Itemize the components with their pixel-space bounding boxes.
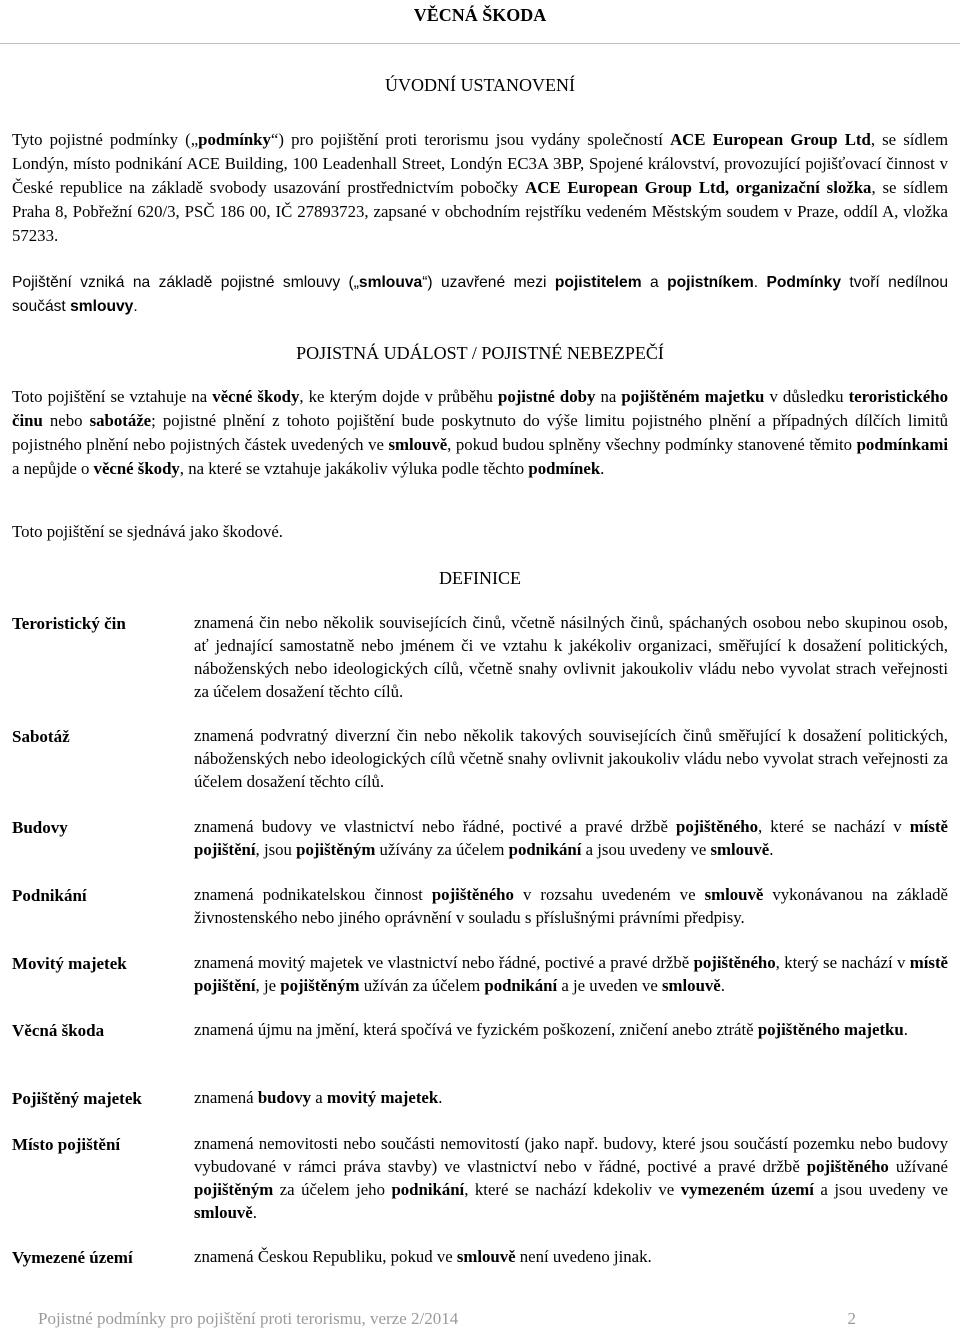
text-run: . bbox=[903, 1020, 908, 1039]
bold-term: smlouva bbox=[358, 274, 423, 291]
bold-term: pojištěném majetku bbox=[621, 387, 765, 406]
text-run: , které se nachází v bbox=[758, 817, 910, 836]
bold-term: místě pojištění bbox=[194, 953, 948, 995]
definition-term: Pojištěný majetek bbox=[12, 1089, 142, 1108]
event-paragraph-2: Toto pojištění se sjednává jako škodové. bbox=[12, 522, 284, 541]
text-run: v rozsahu uvedeném ve bbox=[513, 885, 705, 904]
bold-term: ACE European Group Ltd, organizační složka bbox=[525, 178, 872, 197]
text-run: , pokud budou splněny všechny podmínky stanovené těmito bbox=[447, 435, 857, 454]
text-run: , které se nachází kdekoliv ve bbox=[464, 1180, 681, 1199]
bold-term: budovy bbox=[257, 1088, 311, 1107]
text-run: na bbox=[595, 387, 622, 406]
definition-term: Místo pojištění bbox=[12, 1135, 121, 1154]
text-run: “) pro pojištění proti terorismu jsou vydány společností bbox=[270, 130, 671, 149]
text-run: užíván za účelem bbox=[359, 976, 485, 995]
definition-term: Teroristický čin bbox=[12, 614, 126, 633]
definition-text bbox=[194, 1132, 948, 1224]
bold-term: smlouvy bbox=[70, 298, 134, 315]
bold-term: smlouvě bbox=[710, 840, 770, 859]
text-run: , se sídlem Londýn, místo podnikání ACE Building, 100 Leadenhall Street, Londýn EC3A 3BP, Spojené království, provozující pojišťovací činnost v České republice na základě svobody usazování prostřednictvím pobočky bbox=[12, 130, 949, 197]
text-run: , který se nachází v bbox=[775, 953, 910, 972]
bold-term: teroristického činu bbox=[12, 387, 948, 430]
bold-term: podmínkami bbox=[856, 435, 948, 454]
bold-term: podnikání bbox=[484, 976, 558, 995]
text-run: užívané bbox=[888, 1157, 948, 1176]
definition-text bbox=[194, 724, 948, 793]
text-run: Tyto pojistné podmínky („ bbox=[12, 130, 199, 149]
event-paragraph-1 bbox=[12, 385, 948, 481]
bold-term: pojištěným bbox=[296, 840, 376, 859]
intro-paragraph-2 bbox=[12, 271, 948, 319]
section-heading-definitions: DEFINICE bbox=[439, 568, 521, 588]
text-run: znamená újmu na jmění, která spočívá ve fyzickém poškození, zničení anebo ztrátě bbox=[194, 1020, 758, 1039]
bold-term: smlouvě bbox=[704, 885, 764, 904]
intro-paragraph-1 bbox=[12, 128, 948, 248]
text-run: , ke kterým dojde v průběhu bbox=[299, 387, 498, 406]
text-run: Pojištění vzniká na základě pojistné smlouvy („ bbox=[12, 274, 359, 291]
bold-term: podnikání bbox=[508, 840, 582, 859]
definition-text bbox=[194, 883, 948, 929]
definition-term: Sabotáž bbox=[12, 727, 70, 746]
text-run: nebo bbox=[42, 411, 90, 430]
text-run: znamená čin nebo několik souvisejících činů, včetně násilných činů, spáchaných osobou nebo skupinou osob, ať jednající samostatně nebo jménem či ve vztahu k jakékoliv organizaci, směřující k dosažení politických, náboženských nebo ideologických cílů, včetně snahy ovlivnit jakoukoliv vládu nebo vyvolat strach veřejnosti za účelem dosažení těchto cílů. bbox=[194, 613, 948, 701]
text-run: . bbox=[438, 1088, 443, 1107]
page-number: 2 bbox=[847, 1309, 856, 1328]
definition-text bbox=[194, 611, 948, 703]
text-run: znamená podvratný diverzní čin nebo několik takových souvisejících činů směřující k dosažení politických, náboženských nebo ideologických cílů včetně snahy ovlivnit jakoukoliv vládu nebo vyvolat strach veřejnosti za účelem dosažení těchto cílů. bbox=[194, 726, 948, 791]
definition-term: Vymezené území bbox=[12, 1248, 133, 1267]
text-run: vykonávanou na základě živnostenského nebo jiného oprávnění v souladu s příslušnými právními předpisy. bbox=[194, 885, 949, 927]
text-run: . bbox=[753, 274, 767, 291]
bold-term: podnikání bbox=[391, 1180, 465, 1199]
bold-term: Podmínky bbox=[766, 274, 842, 291]
bold-term: pojistníkem bbox=[667, 274, 754, 291]
definition-text bbox=[194, 1086, 948, 1109]
page-footer bbox=[38, 1308, 856, 1330]
text-run: v důsledku bbox=[764, 387, 849, 406]
text-run: znamená Českou Republiku, pokud ve bbox=[194, 1247, 457, 1266]
bold-term: věcné škody bbox=[212, 387, 300, 406]
bold-term: pojistné doby bbox=[498, 387, 596, 406]
bold-term: movitý majetek bbox=[326, 1088, 439, 1107]
text-run: , je bbox=[255, 976, 281, 995]
bold-term: ACE European Group Ltd bbox=[670, 130, 871, 149]
header-divider bbox=[0, 43, 960, 44]
bold-term: pojištěného bbox=[806, 1157, 889, 1176]
bold-term: podmínek bbox=[528, 459, 601, 478]
text-run: a bbox=[641, 274, 668, 291]
text-run: , se sídlem Praha 8, Pobřežní 620/3, PSČ 186 00, IČ 27893723, zapsané v obchodním rejstříku vedeném Městským soudem v Praze, oddíl A, vložka 57233. bbox=[12, 178, 948, 245]
bold-term: smlouvě bbox=[388, 435, 448, 454]
text-run: znamená movitý majetek ve vlastnictví nebo řádné, poctivé a pravé držbě bbox=[194, 953, 694, 972]
text-run: a bbox=[311, 1088, 327, 1107]
text-run: a je uveden ve bbox=[557, 976, 662, 995]
definition-term: Podnikání bbox=[12, 886, 87, 905]
text-run: znamená budovy ve vlastnictví nebo řádné, poctivé a pravé držbě bbox=[194, 817, 676, 836]
bold-term: pojištěného bbox=[431, 885, 514, 904]
text-run: znamená podnikatelskou činnost bbox=[194, 885, 432, 904]
text-run: . bbox=[769, 840, 774, 859]
text-run: za účelem jeho bbox=[273, 1180, 392, 1199]
text-run: užívány za účelem bbox=[375, 840, 509, 859]
section-heading-intro: ÚVODNÍ USTANOVENÍ bbox=[384, 75, 576, 95]
definition-term: Věcná škoda bbox=[12, 1021, 105, 1040]
text-run: tvoří nedílnou součást bbox=[12, 274, 949, 315]
section-heading-event: POJISTNÁ UDÁLOST / POJISTNÉ NEBEZPEČÍ bbox=[296, 343, 664, 363]
text-run: . bbox=[252, 1203, 257, 1222]
text-run: ; pojistné plnění z tohoto pojištění bude poskytnuto do výše limitu pojistného plnění a případných dílčích limitů pojistného plnění nebo pojistných částek uvedených ve bbox=[12, 411, 948, 454]
bold-term: pojištěného majetku bbox=[757, 1020, 904, 1039]
bold-term: pojištěným bbox=[280, 976, 360, 995]
bold-term: sabotáže bbox=[89, 411, 152, 430]
definition-text bbox=[194, 815, 948, 861]
definition-term: Budovy bbox=[12, 818, 68, 837]
text-run: a nepůjde o bbox=[12, 459, 94, 478]
definition-text bbox=[194, 951, 948, 997]
text-run: . bbox=[133, 298, 138, 315]
bold-term: pojištěného bbox=[693, 953, 776, 972]
document-title: VĚCNÁ ŠKODA bbox=[413, 5, 547, 25]
text-run: znamená nemovitosti nebo součásti nemovitostí (jako např. budovy, které jsou součástí pozemku nebo budovy vybudované v rámci práva stavby) ve vlastnictví nebo v řádné, poctivé a pravé držbě bbox=[194, 1134, 948, 1176]
text-run: Toto pojištění se vztahuje na bbox=[12, 387, 213, 406]
definition-term: Movitý majetek bbox=[12, 954, 127, 973]
text-run: není uvedeno jinak. bbox=[515, 1247, 652, 1266]
text-run: , jsou bbox=[255, 840, 297, 859]
bold-term: věcné škody bbox=[93, 459, 180, 478]
bold-term: vymezeném území bbox=[680, 1180, 814, 1199]
bold-term: místě pojištění bbox=[194, 817, 948, 859]
text-run: “) uzavřené mezi bbox=[422, 274, 555, 291]
definition-text bbox=[194, 1245, 948, 1268]
bold-term: podmínky bbox=[198, 130, 271, 149]
text-run: . bbox=[720, 976, 725, 995]
bold-term: smlouvě bbox=[662, 976, 721, 995]
text-run: a jsou uvedeny ve bbox=[813, 1180, 948, 1199]
bold-term: pojistitelem bbox=[554, 274, 642, 291]
bold-term: pojištěného bbox=[675, 817, 759, 836]
bold-term: smlouvě bbox=[194, 1203, 253, 1222]
definition-text bbox=[194, 1018, 948, 1041]
text-run: . bbox=[600, 459, 605, 478]
footer-text: Pojistné podmínky pro pojištění proti terorismu, verze 2/2014 bbox=[38, 1309, 459, 1328]
text-run: , na které se vztahuje jakákoliv výluka podle těchto bbox=[179, 459, 529, 478]
bold-term: pojištěným bbox=[194, 1180, 274, 1199]
text-run: a jsou uvedeny ve bbox=[581, 840, 711, 859]
text-run: znamená bbox=[194, 1088, 258, 1107]
bold-term: smlouvě bbox=[456, 1247, 516, 1266]
